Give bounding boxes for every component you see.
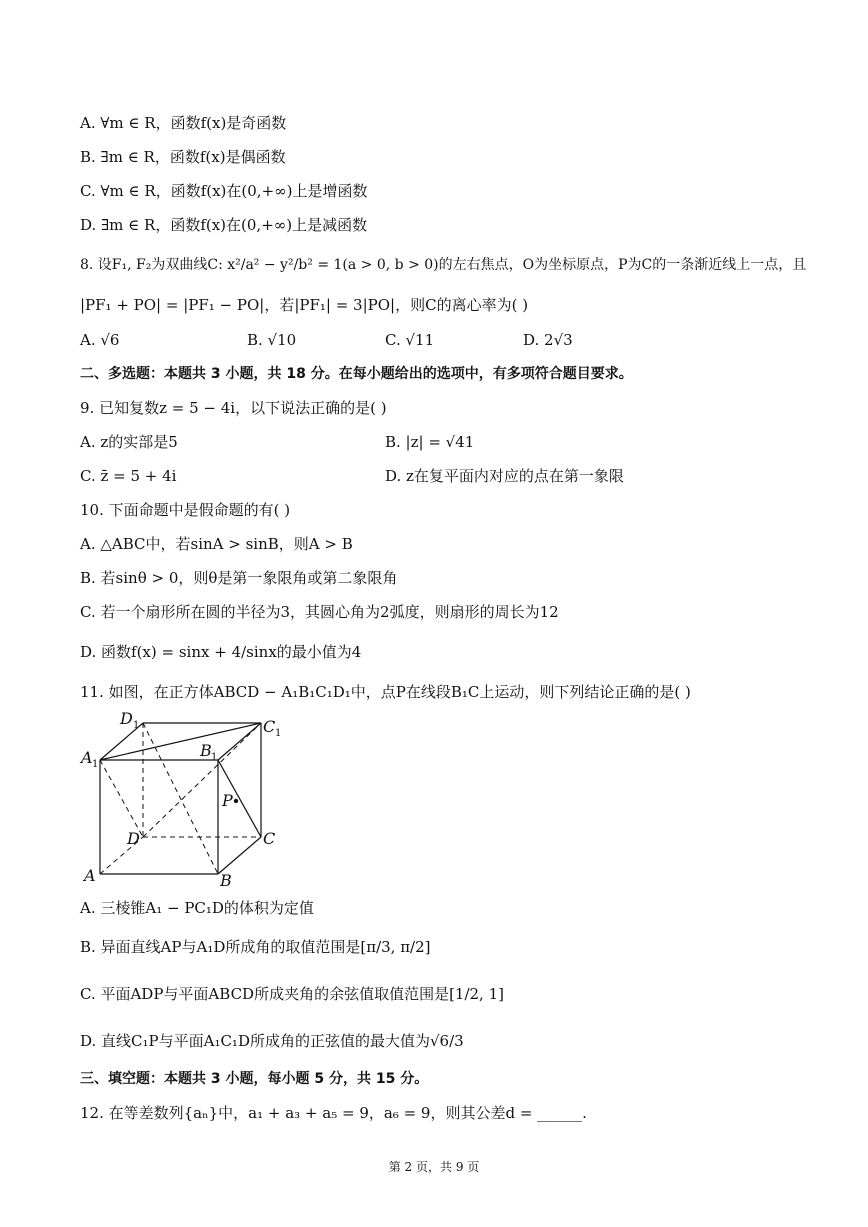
q9-option-b: B. |z| = √41 — [385, 433, 475, 451]
label-d1: D — [120, 709, 133, 728]
q7-option-b: B. ∃m ∈ R，函数f(x)是偶函数 — [80, 148, 286, 166]
label-a: A — [84, 866, 96, 885]
q10-option-a: A. △ABC中，若sinA > sinB，则A > B — [80, 535, 353, 553]
page-footer: 第 2 页，共 9 页 — [388, 1160, 480, 1174]
q8-option-b: B. √10 — [247, 331, 297, 349]
q12-stem: 12. 在等差数列{aₙ}中，a₁ + a₃ + a₅ = 9，a₆ = 9，则其公差d = ______. — [80, 1104, 587, 1122]
q8-option-d: D. 2√3 — [523, 331, 573, 349]
q11-option-c: C. 平面ADP与平面ABCD所成夹角的余弦值取值范围是[1/2, 1] — [80, 985, 504, 1003]
q9-stem: 9. 已知复数z = 5 − 4i，以下说法正确的是( ) — [80, 399, 387, 417]
q7-option-a: A. ∀m ∈ R，函数f(x)是奇函数 — [80, 114, 287, 132]
label-p: P — [222, 791, 233, 810]
label-c1: C — [263, 717, 276, 736]
label-d1-sub: 1 — [133, 720, 140, 731]
label-c1-sub: 1 — [275, 728, 282, 739]
q8-option-c: C. √11 — [385, 331, 435, 349]
q10-stem: 10. 下面命题中是假命题的有( ) — [80, 501, 291, 519]
q9-option-a: A. z的实部是5 — [80, 433, 178, 451]
q11-option-a: A. 三棱锥A₁ − PC₁D的体积为定值 — [80, 899, 314, 917]
q9-option-c: C. z̄ = 5 + 4i — [80, 467, 177, 485]
q8-stem-line1: 8. 设F₁, F₂为双曲线C: x²/a² − y²/b² = 1(a > 0, b > 0)的左右焦点，O为坐标原点，P为C的一条渐近线上一点，且 — [80, 257, 807, 273]
label-b: B — [220, 871, 232, 890]
label-a1: A — [81, 748, 93, 767]
q8-option-a: A. √6 — [80, 331, 120, 349]
q7-option-c: C. ∀m ∈ R，函数f(x)在(0,+∞)上是增函数 — [80, 182, 368, 200]
q7-option-d: D. ∃m ∈ R，函数f(x)在(0,+∞)上是减函数 — [80, 216, 368, 234]
point-p-dot — [234, 799, 238, 803]
cube-figure — [78, 708, 288, 893]
q9-option-d: D. z在复平面内对应的点在第一象限 — [385, 467, 624, 485]
q11-stem: 11. 如图，在正方体ABCD − A₁B₁C₁D₁中，点P在线段B₁C上运动，则下列结论正确的是( ) — [80, 683, 691, 701]
label-d: D — [127, 829, 140, 848]
q10-option-d: D. 函数f(x) = sinx + 4/sinx的最小值为4 — [80, 643, 362, 661]
q8-stem-line2: |PF₁ + PO| = |PF₁ − PO|，若|PF₁| = 3|PO|，则C的离心率为( ) — [80, 296, 529, 314]
label-b1-sub: 1 — [211, 752, 218, 763]
section-heading-multiple-choice: 二、多选题：本题共 3 小题，共 18 分。在每小题给出的选项中，有多项符合题目要求。 — [80, 366, 633, 382]
q11-option-d: D. 直线C₁P与平面A₁C₁D所成角的正弦值的最大值为√6/3 — [80, 1032, 464, 1050]
q10-option-c: C. 若一个扇形所在圆的半径为3，其圆心角为2弧度，则扇形的周长为12 — [80, 603, 559, 621]
section-heading-fill-in: 三、填空题：本题共 3 小题，每小题 5 分，共 15 分。 — [80, 1071, 429, 1087]
label-a1-sub: 1 — [92, 759, 99, 770]
label-b1: B — [200, 741, 212, 760]
q10-option-b: B. 若sinθ > 0，则θ是第一象限角或第二象限角 — [80, 569, 398, 587]
label-c: C — [263, 829, 276, 848]
q11-option-b: B. 异面直线AP与A₁D所成角的取值范围是[π/3, π/2] — [80, 938, 431, 956]
